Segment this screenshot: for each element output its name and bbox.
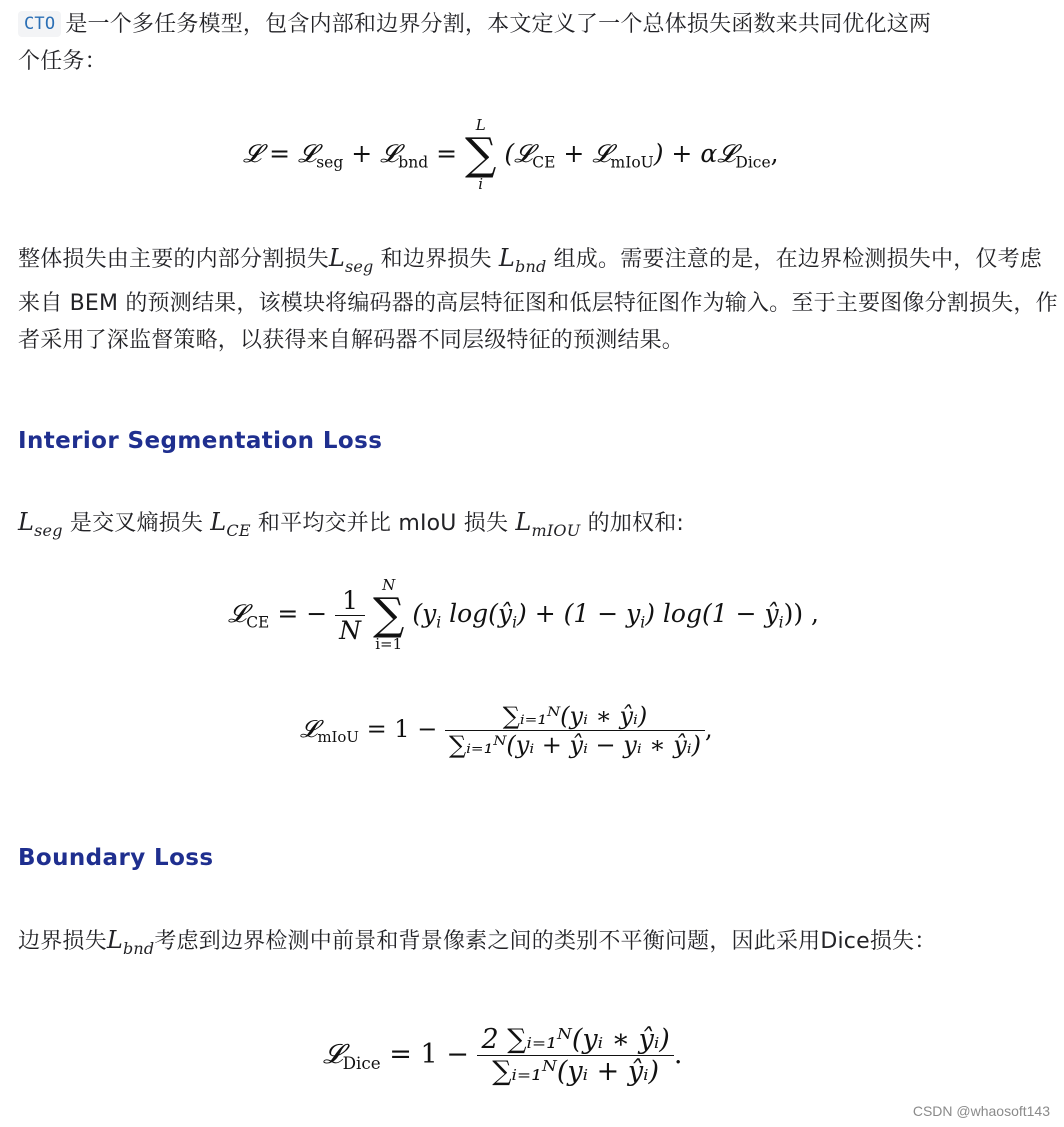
summation-symbol: N ∑ i=1 (372, 576, 405, 653)
heading-interior-segmentation-loss: Interior Segmentation Loss (18, 428, 383, 454)
equation-dice-loss: 𝓛$_{Dice}$ = 1 − $\frac{\text{2 ∑ᵢ₌₁ᴺ(yᵢ ∗ ŷᵢ)}}{\text{∑ᵢ₌₁ᴺ(yᵢ + ŷᵢ)}}$ . (323, 1024, 683, 1087)
equation-ce-loss: 𝓛$_{CE}$ = − $\frac{1}{N}$ N ∑ i=1 ($y_i$ $\log(ŷ_i) + (1 - y_i) \log(1$ − $ŷ_i$)) , (228, 576, 819, 653)
intro-text-line2: 个任务： (18, 49, 107, 74)
intro-text-line1: 是一个多任务模型，包含内部和边界分割，本文定义了一个总体损失函数来共同优化这两 (65, 12, 932, 37)
overall-loss-paragraph: 整体损失由主要的内部分割损失$L_{seg}$ 和边界损失 $L_{bnd}$ 组成。需要注意的是，在边界检测损失中，仅考虑来自 BEM 的预测结果，该模块将编码器的高层特征图和低层特征图作为输入。至于主要图像分割损失，作者采用了深监督策略，以获得来自解码器不同层级特征的预测结果。 (18, 244, 1058, 353)
heading-boundary-loss: Boundary Loss (18, 845, 214, 871)
code-tag: CTO (18, 11, 61, 37)
boundary-loss-paragraph: 边界损失$L_{bnd}$考虑到边界检测中前景和背景像素之间的类别不平衡问题，因此采用Dice损失： (18, 926, 937, 958)
summation-symbol: L ∑ i (464, 116, 497, 193)
watermark: CSDN @whaosoft143 (912, 1103, 1050, 1119)
intro-paragraph (18, 6, 1058, 80)
miou-fraction: $\frac{\text{∑ᵢ₌₁ᴺ(yᵢ ∗ ŷᵢ)}}{\text{∑ᵢ₌₁ᴺ(yᵢ + ŷᵢ − yᵢ ∗ ŷᵢ)}}$ (445, 702, 705, 759)
equation-total-loss: 𝓛 = 𝓛$_{seg}$ + 𝓛$_{bnd}$ = L ∑ i (𝓛$_{CE}$ + 𝓛$_{mIoU}$) + α𝓛$_{Dice}$, (243, 116, 779, 193)
seg-loss-paragraph: $L_{seg}$ 是交叉熵损失 $L_{CE}$ 和平均交并比 mIoU 损失 $L_{mIOU}$ 的加权和: (18, 508, 685, 540)
dice-fraction: $\frac{\text{2 ∑ᵢ₌₁ᴺ(yᵢ ∗ ŷᵢ)}}{\text{∑ᵢ₌₁ᴺ(yᵢ + ŷᵢ)}}$ (477, 1024, 673, 1087)
fraction-one-over-n: $\frac{1}{N}$ (335, 586, 365, 645)
equation-miou-loss: 𝓛$_{mIoU}$ = 1 − $\frac{\text{∑ᵢ₌₁ᴺ(yᵢ ∗ ŷᵢ)}}{\text{∑ᵢ₌₁ᴺ(yᵢ + ŷᵢ − yᵢ ∗ ŷᵢ)}}$ , (300, 702, 713, 759)
